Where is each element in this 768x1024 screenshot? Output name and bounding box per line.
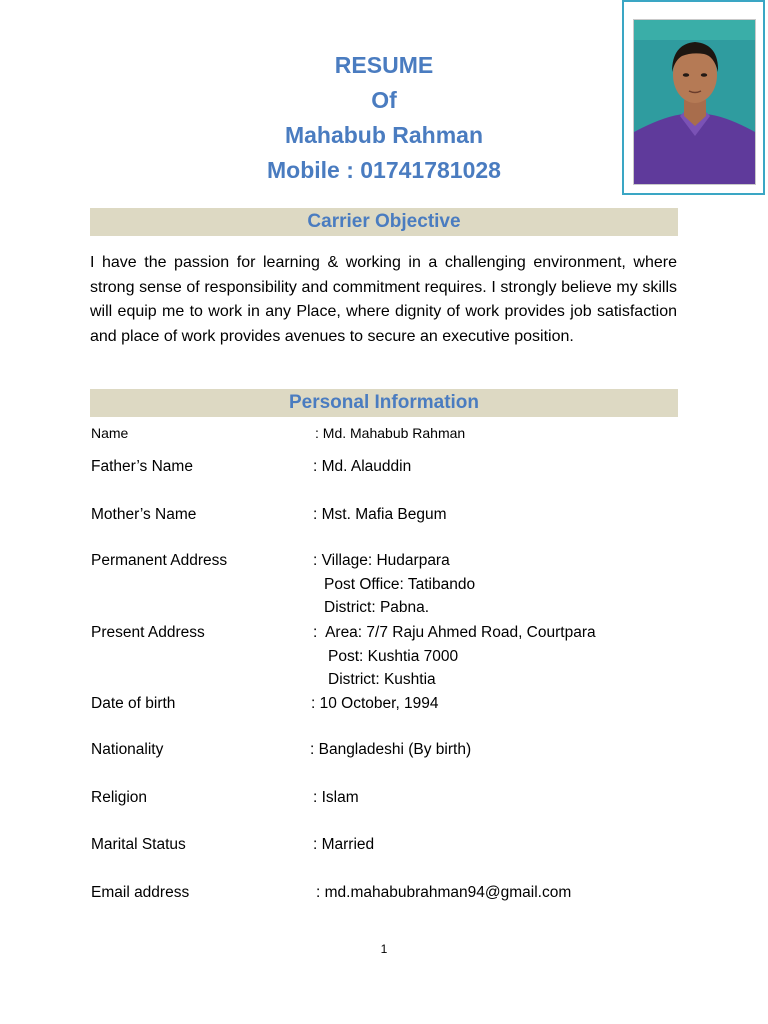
present-address-label: Present Address bbox=[91, 624, 205, 641]
dob-label: Date of birth bbox=[91, 695, 176, 712]
name-label: Name bbox=[91, 425, 129, 441]
permanent-address-line: : Village: Hudarpara bbox=[313, 552, 450, 569]
mother-label: Mother’s Name bbox=[91, 506, 197, 523]
mother-value: : Mst. Mafia Begum bbox=[313, 506, 447, 523]
resume-heading: RESUME bbox=[334, 52, 434, 78]
present-address-line: District: Kushtia bbox=[328, 671, 436, 689]
email-label: Email address bbox=[91, 884, 190, 901]
mobile-number: Mobile : 01741781028 bbox=[267, 157, 501, 183]
profile-photo-frame bbox=[622, 0, 765, 195]
nationality-label: Nationality bbox=[91, 741, 164, 758]
marital-status-label: Marital Status bbox=[91, 836, 186, 853]
page-number: 1 bbox=[380, 942, 388, 956]
marital-status-value: : Married bbox=[313, 836, 375, 853]
present-address-value bbox=[313, 621, 596, 692]
name-value: : Md. Mahabub Rahman bbox=[315, 425, 466, 441]
present-address-line: Post: Kushtia 7000 bbox=[328, 647, 459, 665]
religion-value: : Islam bbox=[313, 789, 359, 806]
religion-label: Religion bbox=[91, 789, 148, 806]
profile-photo bbox=[633, 19, 756, 185]
resume-of: Of bbox=[371, 87, 397, 113]
permanent-address-line: Post Office: Tatibando bbox=[324, 575, 476, 593]
father-value: : Md. Alauddin bbox=[313, 458, 412, 475]
permanent-address-line: District: Pabna. bbox=[324, 599, 430, 617]
nationality-value: : Bangladeshi (By birth) bbox=[310, 741, 472, 758]
present-address-line: : Area: 7/7 Raju Ahmed Road, Courtpara bbox=[313, 624, 596, 641]
dob-value: : 10 October, 1994 bbox=[311, 695, 439, 712]
resume-title-block bbox=[230, 48, 538, 188]
section-carrier-objective: Carrier Objective bbox=[90, 208, 678, 236]
section-personal-information: Personal Information bbox=[90, 389, 678, 417]
permanent-address-value bbox=[313, 549, 475, 620]
objective-text: I have the passion for learning & working in a challenging environment, where strong sense of responsibility and commitment requires. I strongly believe my skills will equip me to work in any Place, where dignity of work provides job satisfaction and place of work provides avenues to secure an executive position. bbox=[90, 254, 677, 345]
father-label: Father’s Name bbox=[91, 458, 193, 475]
permanent-address-label: Permanent Address bbox=[91, 552, 228, 569]
candidate-name: Mahabub Rahman bbox=[284, 122, 484, 148]
email-value: : md.mahabubrahman94@gmail.com bbox=[316, 884, 572, 901]
